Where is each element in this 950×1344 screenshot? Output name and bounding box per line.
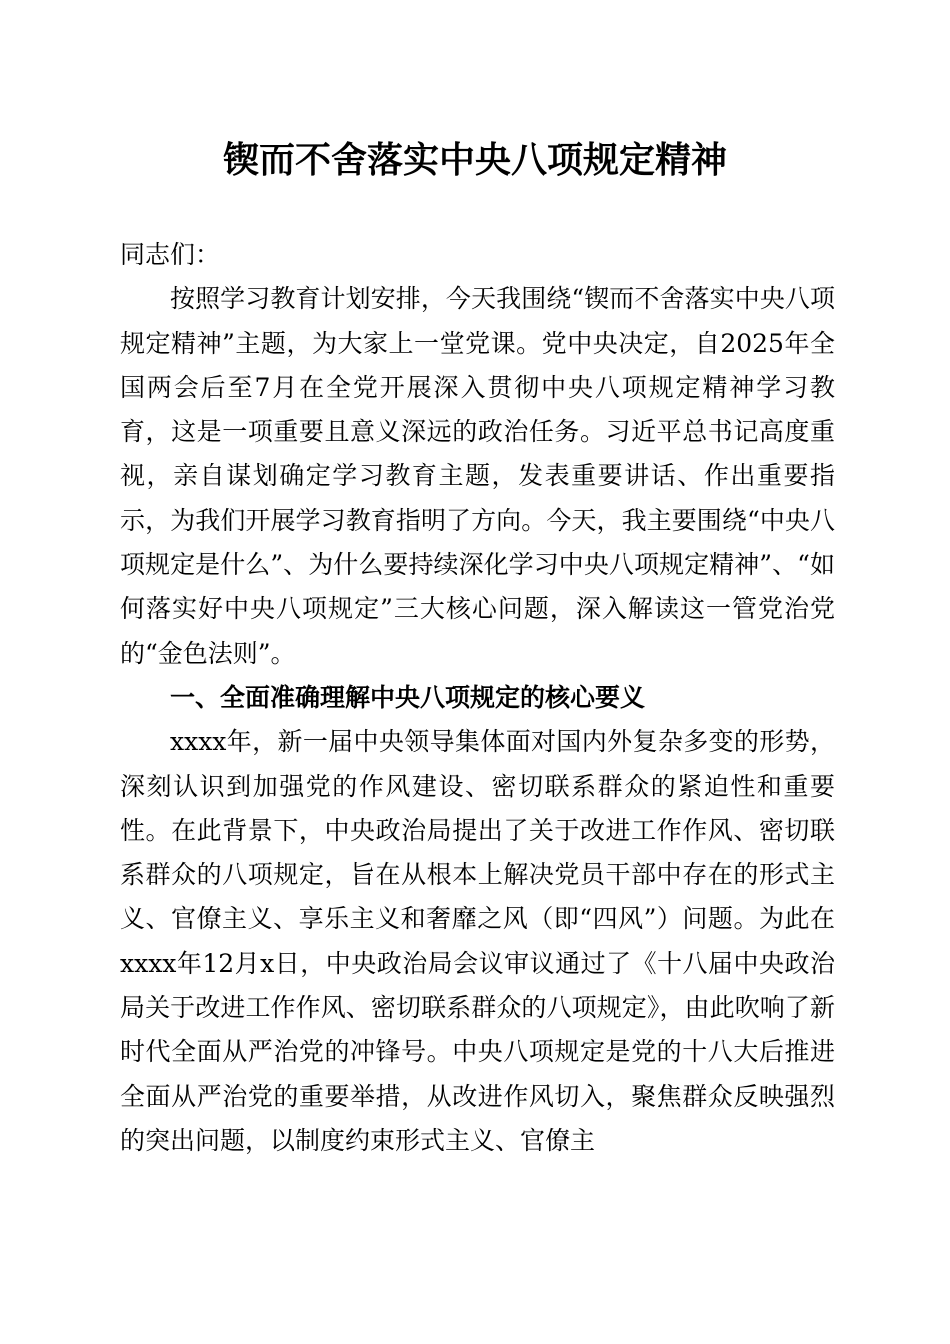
- document-body: [120, 233, 835, 1163]
- intro-paragraph: 按照学习教育计划安排，今天我围绕“锲而不舍落实中央八项规定精神”主题，为大家上一堂党课。党中央决定，自2025年全国两会后至7月在全党开展深入贯彻中央八项规定精神学习教育，这是一项重要且意义深远的政治任务。习近平总书记高度重视，亲自谋划确定学习教育主题，发表重要讲话、作出重要指示，为我们开展学习教育指明了方向。今天，我主要围绕“中央八项规定是什么”、为什么要持续深化学习中央八项规定精神”、“如何落实好中央八项规定”三大核心问题，深入解读这一管党治党的“金色法则”。: [120, 284, 835, 668]
- document-title: 锲而不舍落实中央八项规定精神: [222, 139, 727, 181]
- section-heading: 一、全面准确理解中央八项规定的核心要义: [170, 682, 646, 712]
- section-paragraph: xxxx年，新一届中央领导集体面对国内外复杂多变的形势，深刻认识到加强党的作风建设、密切联系群众的紧迫性和重要性。在此背景下，中央政治局提出了关于改进工作作风、密切联系群众的八项规定，旨在从根本上解决党员干部中存在的形式主义、官僚主义、享乐主义和奢靡之风（即“四风”）问题。为此在xxxx年12月x日，中央政治局会议审议通过了《十八届中央政治局关于改进工作作风、密切联系群众的八项规定》，由此吹响了新时代全面从严治党的冲锋号。中央八项规定是党的十八大后推进全面从严治党的重要举措，从改进作风切入，聚焦群众反映强烈的突出问题，以制度约束形式主义、官僚主: [120, 727, 835, 1155]
- salutation: 同志们：: [120, 240, 221, 269]
